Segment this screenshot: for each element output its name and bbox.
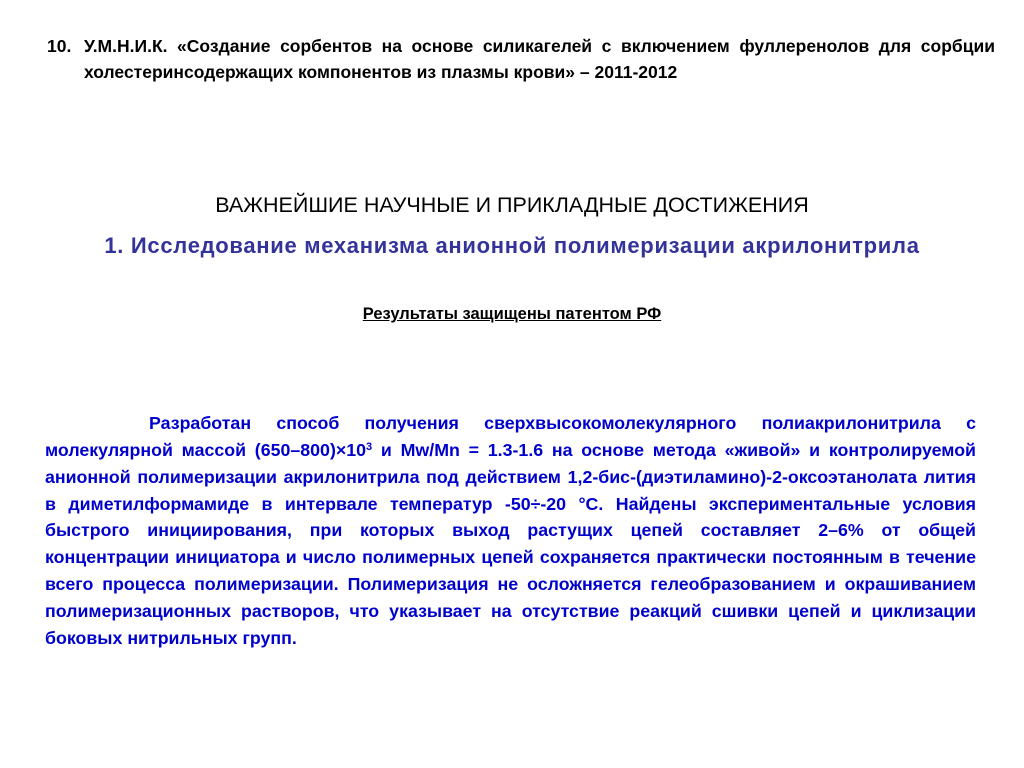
item-text: У.М.Н.И.К. «Создание сорбентов на основе силикагелей с включением фуллеренолов для сорбции холестеринсодержащих компонентов из плазмы крови» – 2011-2012 [84, 36, 995, 82]
list-item-10 [47, 34, 995, 85]
body-paragraph [45, 410, 976, 652]
exponent: 3 [366, 440, 373, 453]
item-number: 10. [47, 36, 72, 56]
section-heading: ВАЖНЕЙШИЕ НАУЧНЫЕ И ПРИКЛАДНЫЕ ДОСТИЖЕНИЯ [215, 193, 809, 217]
patent-note: Результаты защищены патентом РФ [362, 305, 662, 323]
paragraph-text-part2: и Mw/Mn = 1.3-1.6 на основе метода «живой» и контролируемой анионной полимеризации акрилонитрила под действием 1,2-бис-(диэтиламино)-2-оксоэтанолата лития в диметилформамиде в интервале температур -50÷-20 °С. Найдены экспериментальные условия быстрого инициирования, при которых выход растущих цепей составляет 2–6% от общей концентрации инициатора и число полимерных цепей сохраняется практически постоянным в течение всего процесса полимеризации. Полимеризация не осложняется гелеобразованием и окрашиванием полимеризационных растворов, что указывает на отсутствие реакций сшивки цепей и циклизации боковых нитрильных групп. [45, 439, 976, 648]
subsection-heading: 1. Исследование механизма анионной полимеризации акрилонитрила [104, 233, 920, 258]
paragraph-text-part1: Разработан способ получения сверхвысокомолекулярного полиакрилонитрила с молекулярной массой (650–800)×10 [45, 413, 976, 460]
